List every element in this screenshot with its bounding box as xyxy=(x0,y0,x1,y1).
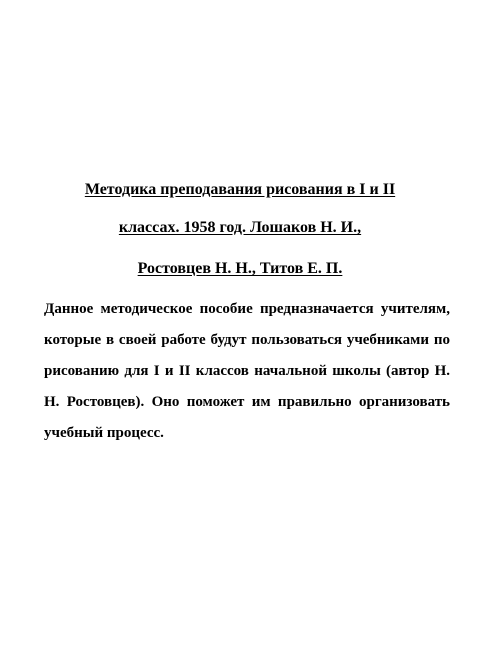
title-line-2: классах. 1958 год. Лошаков Н. И., xyxy=(118,219,362,236)
title-line-1: Методика преподавания рисования в I и II xyxy=(84,181,396,198)
document-description: Данное методическое пособие предназначается учителям, которые в своей работе будут пользоваться учебниками по рисованию для I и II классов начальной школы (автор Н. Н. Ростовцев). Оно поможет им правильно организовать учебный процесс. xyxy=(44,301,450,441)
title-line-3: Ростовцев Н. Н., Титов Е. П. xyxy=(137,260,343,277)
